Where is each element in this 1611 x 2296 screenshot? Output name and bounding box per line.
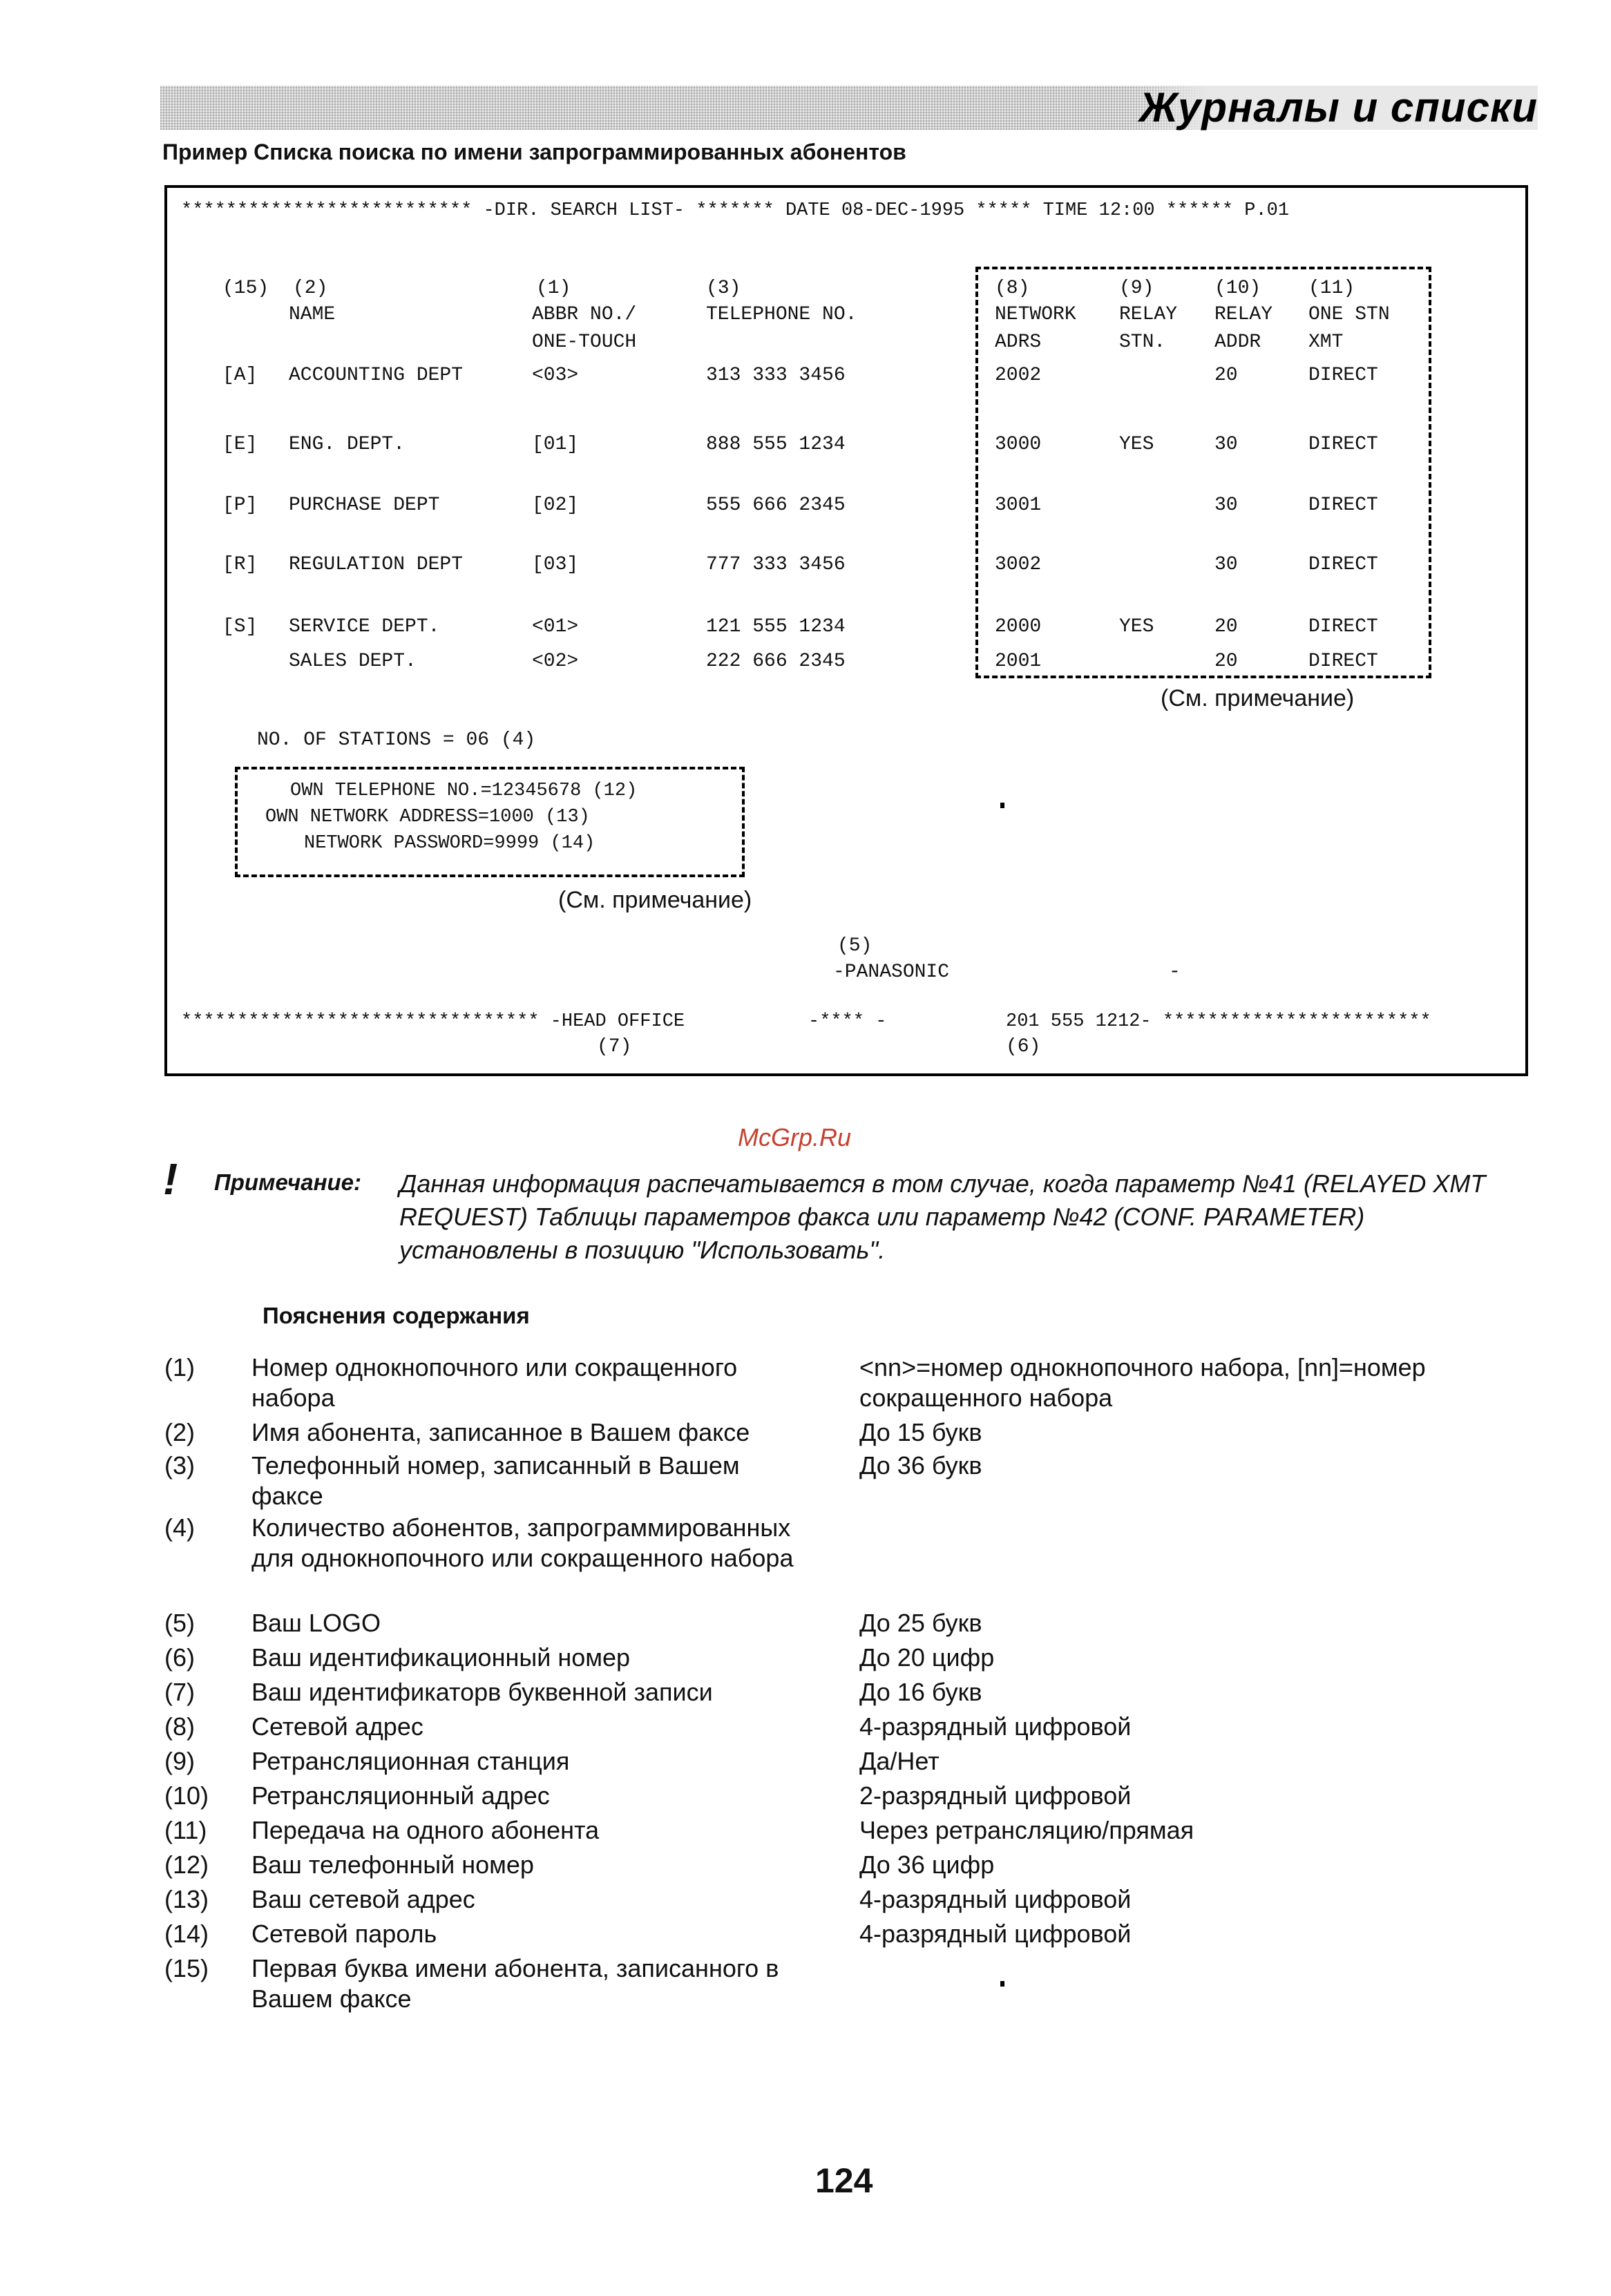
row-name: SERVICE DEPT. xyxy=(289,616,440,638)
item-desc: Ваш идентификаторв буквенной записи xyxy=(251,1678,713,1706)
item-val: <nn>=номер однокнопочного набора, [nn]=номер сокращенного набора xyxy=(859,1353,1426,1412)
item-num: (8) xyxy=(164,1712,195,1741)
network-password: NETWORK PASSWORD=9999 (14) xyxy=(304,833,595,854)
row-net: 2001 xyxy=(995,651,1042,672)
row-tel: 555 666 2345 xyxy=(706,495,846,516)
note-label: Примечание: xyxy=(214,1169,362,1195)
item-val: 4-разрядный цифровой xyxy=(859,1885,1132,1913)
item-val: 4-разрядный цифровой xyxy=(859,1920,1132,1948)
item-desc: Ваш телефонный номер xyxy=(251,1850,534,1879)
col-header-xmt: XMT xyxy=(1308,332,1344,353)
logo-dash: - xyxy=(1169,962,1181,983)
row-abbr: [03] xyxy=(532,554,579,575)
item-val: До 15 букв xyxy=(859,1418,982,1446)
row-net: 3002 xyxy=(995,554,1042,575)
row-raddr: 30 xyxy=(1214,434,1238,455)
col-header-addr: ADDR xyxy=(1214,332,1261,353)
row-relay: YES xyxy=(1119,434,1154,455)
item-val: До 25 букв xyxy=(859,1609,982,1637)
row-letter: [E] xyxy=(222,434,258,455)
col-header-name: NAME xyxy=(289,304,336,325)
row-raddr: 20 xyxy=(1214,616,1238,638)
row-abbr: <02> xyxy=(532,651,579,672)
row-letter: [S] xyxy=(222,616,258,638)
see-note-2: (См. примечание) xyxy=(558,887,752,913)
row-tel: 222 666 2345 xyxy=(706,651,846,672)
col-num: (3) xyxy=(706,278,741,299)
col-header-relay2: RELAY xyxy=(1214,304,1273,325)
col-num: (11) xyxy=(1308,278,1355,299)
row-name: ENG. DEPT. xyxy=(289,434,406,455)
item-desc: Ваш сетевой адрес xyxy=(251,1885,475,1913)
row-name: REGULATION DEPT xyxy=(289,554,464,575)
row-letter: [P] xyxy=(222,495,258,516)
item-val: 4-разрядный цифровой xyxy=(859,1712,1132,1741)
item-desc: Первая буква имени абонента, записанного в Вашем факсе xyxy=(251,1954,779,2013)
col-header-abbr: ABBR NO./ xyxy=(532,304,637,325)
item-num: (7) xyxy=(164,1678,195,1706)
page-number: 124 xyxy=(815,2161,873,2200)
print-dot xyxy=(1000,803,1004,808)
row-letter: [A] xyxy=(222,365,258,386)
item-num: (10) xyxy=(164,1781,209,1810)
stations-count: NO. OF STATIONS = 06 (4) xyxy=(257,729,536,751)
row-xmt: DIRECT xyxy=(1308,554,1378,575)
row-raddr: 30 xyxy=(1214,554,1238,575)
note-text: Данная информация распечатывается в том случае, когда параметр №41 (RELAYED XMT REQUEST) Таблицы параметров факса или параметр №42 (CONF. PARAMETER) установлены в позицию "Использовать". xyxy=(399,1169,1486,1264)
item-val: До 20 цифр xyxy=(859,1643,995,1672)
item-num: (1) xyxy=(164,1353,195,1381)
col-header-adrs: ADRS xyxy=(995,332,1042,353)
row-raddr: 20 xyxy=(1214,651,1238,672)
item-num: (14) xyxy=(164,1920,209,1948)
item-desc: Ретрансляционная станция xyxy=(251,1747,570,1775)
row-tel: 888 555 1234 xyxy=(706,434,846,455)
col-num: (10) xyxy=(1214,278,1261,299)
item-val: До 36 цифр xyxy=(859,1850,995,1879)
row-abbr: [02] xyxy=(532,495,579,516)
row-net: 3000 xyxy=(995,434,1042,455)
row-xmt: DIRECT xyxy=(1308,365,1378,386)
item-desc: Номер однокнопочного или сокращенного набора xyxy=(251,1353,738,1412)
item-desc: Передача на одного абонента xyxy=(251,1816,600,1844)
item-desc: Телефонный номер, записанный в Вашем факсе xyxy=(251,1451,740,1510)
report-top-line: ************************** -DIR. SEARCH LIST- ******* DATE 08-DEC-1995 ***** TIME 12:00 ****** P.01 xyxy=(181,200,1290,221)
row-net: 2000 xyxy=(995,616,1042,638)
item-num: (11) xyxy=(164,1816,207,1844)
row-xmt: DIRECT xyxy=(1308,651,1378,672)
watermark: McGrp.Ru xyxy=(738,1123,852,1151)
col-num: (9) xyxy=(1119,278,1154,299)
col-num: (1) xyxy=(536,278,571,299)
bottom-line-right: 201 555 1212- ************************ xyxy=(1006,1011,1431,1032)
item-desc: Ретрансляционный адрес xyxy=(251,1781,550,1810)
item-num: (6) xyxy=(164,1643,195,1672)
item-val: Да/Нет xyxy=(859,1747,940,1775)
col-header-tel: TELEPHONE NO. xyxy=(706,304,857,325)
col-num: (8) xyxy=(995,278,1030,299)
item-num: (5) xyxy=(164,1609,195,1637)
col-num: (2) xyxy=(293,278,328,299)
item-num: (13) xyxy=(164,1885,209,1913)
item-num: (12) xyxy=(164,1850,209,1879)
col-header-stn: STN. xyxy=(1119,332,1166,353)
item-desc: Ваш LOGO xyxy=(251,1609,381,1637)
row-abbr: <01> xyxy=(532,616,579,638)
item-num: (4) xyxy=(164,1513,195,1542)
row-xmt: DIRECT xyxy=(1308,434,1378,455)
row-tel: 313 333 3456 xyxy=(706,365,846,386)
item-num: (9) xyxy=(164,1747,195,1775)
page-subtitle: Пример Списка поиска по имени запрограммированных абонентов xyxy=(162,140,906,164)
row-xmt: DIRECT xyxy=(1308,495,1378,516)
col-header-network: NETWORK xyxy=(995,304,1076,325)
bottom-line-left: ******************************** -HEAD OFFICE xyxy=(181,1011,685,1032)
bottom-line-mid: -**** - xyxy=(808,1011,887,1032)
row-xmt: DIRECT xyxy=(1308,616,1378,638)
item-num: (2) xyxy=(164,1418,195,1446)
item-desc: Сетевой адрес xyxy=(251,1712,423,1741)
item-val: 2-разрядный цифровой xyxy=(859,1781,1132,1810)
row-name: PURCHASE DEPT xyxy=(289,495,440,516)
item-val: До 36 букв xyxy=(859,1451,982,1480)
item-val: До 16 букв xyxy=(859,1678,982,1706)
row-tel: 121 555 1234 xyxy=(706,616,846,638)
row-net: 3001 xyxy=(995,495,1042,516)
row-abbr: [01] xyxy=(532,434,579,455)
col-header-onestn: ONE STN xyxy=(1308,304,1390,325)
logo-text: -PANASONIC xyxy=(833,962,950,983)
bottom-num-6: (6) xyxy=(1006,1036,1041,1058)
own-network-address: OWN NETWORK ADDRESS=1000 (13) xyxy=(265,807,590,827)
item-desc: Имя абонента, записанное в Вашем факсе xyxy=(251,1418,750,1446)
row-tel: 777 333 3456 xyxy=(706,554,846,575)
row-name: ACCOUNTING DEPT xyxy=(289,365,464,386)
row-name: SALES DEPT. xyxy=(289,651,417,672)
row-letter: [R] xyxy=(222,554,258,575)
col-num: (15) xyxy=(222,278,269,299)
col-header-relay: RELAY xyxy=(1119,304,1178,325)
section-title: Журналы и списки xyxy=(1128,86,1538,130)
row-raddr: 20 xyxy=(1214,365,1238,386)
row-relay: YES xyxy=(1119,616,1154,638)
row-abbr: <03> xyxy=(532,365,579,386)
see-note-1: (См. примечание) xyxy=(1161,685,1355,711)
logo-num: (5) xyxy=(837,935,873,957)
item-num: (3) xyxy=(164,1451,195,1480)
item-desc: Количество абонентов, запрограммированных для однокнопочного или сокращенного набора xyxy=(251,1513,794,1572)
explanations-title: Пояснения содержания xyxy=(263,1303,530,1328)
exclamation-icon: ! xyxy=(163,1154,178,1204)
item-num: (15) xyxy=(164,1954,209,1982)
item-desc: Ваш идентификационный номер xyxy=(251,1643,631,1672)
bottom-num-7: (7) xyxy=(597,1036,632,1058)
item-val: Через ретрансляцию/прямая xyxy=(859,1816,1194,1844)
item-desc: Сетевой пароль xyxy=(251,1920,437,1948)
row-net: 2002 xyxy=(995,365,1042,386)
own-telephone: OWN TELEPHONE NO.=12345678 (12) xyxy=(290,781,638,801)
row-raddr: 30 xyxy=(1214,495,1238,516)
col-header-onetouch: ONE-TOUCH xyxy=(532,332,637,353)
print-dot xyxy=(1000,1981,1004,1987)
